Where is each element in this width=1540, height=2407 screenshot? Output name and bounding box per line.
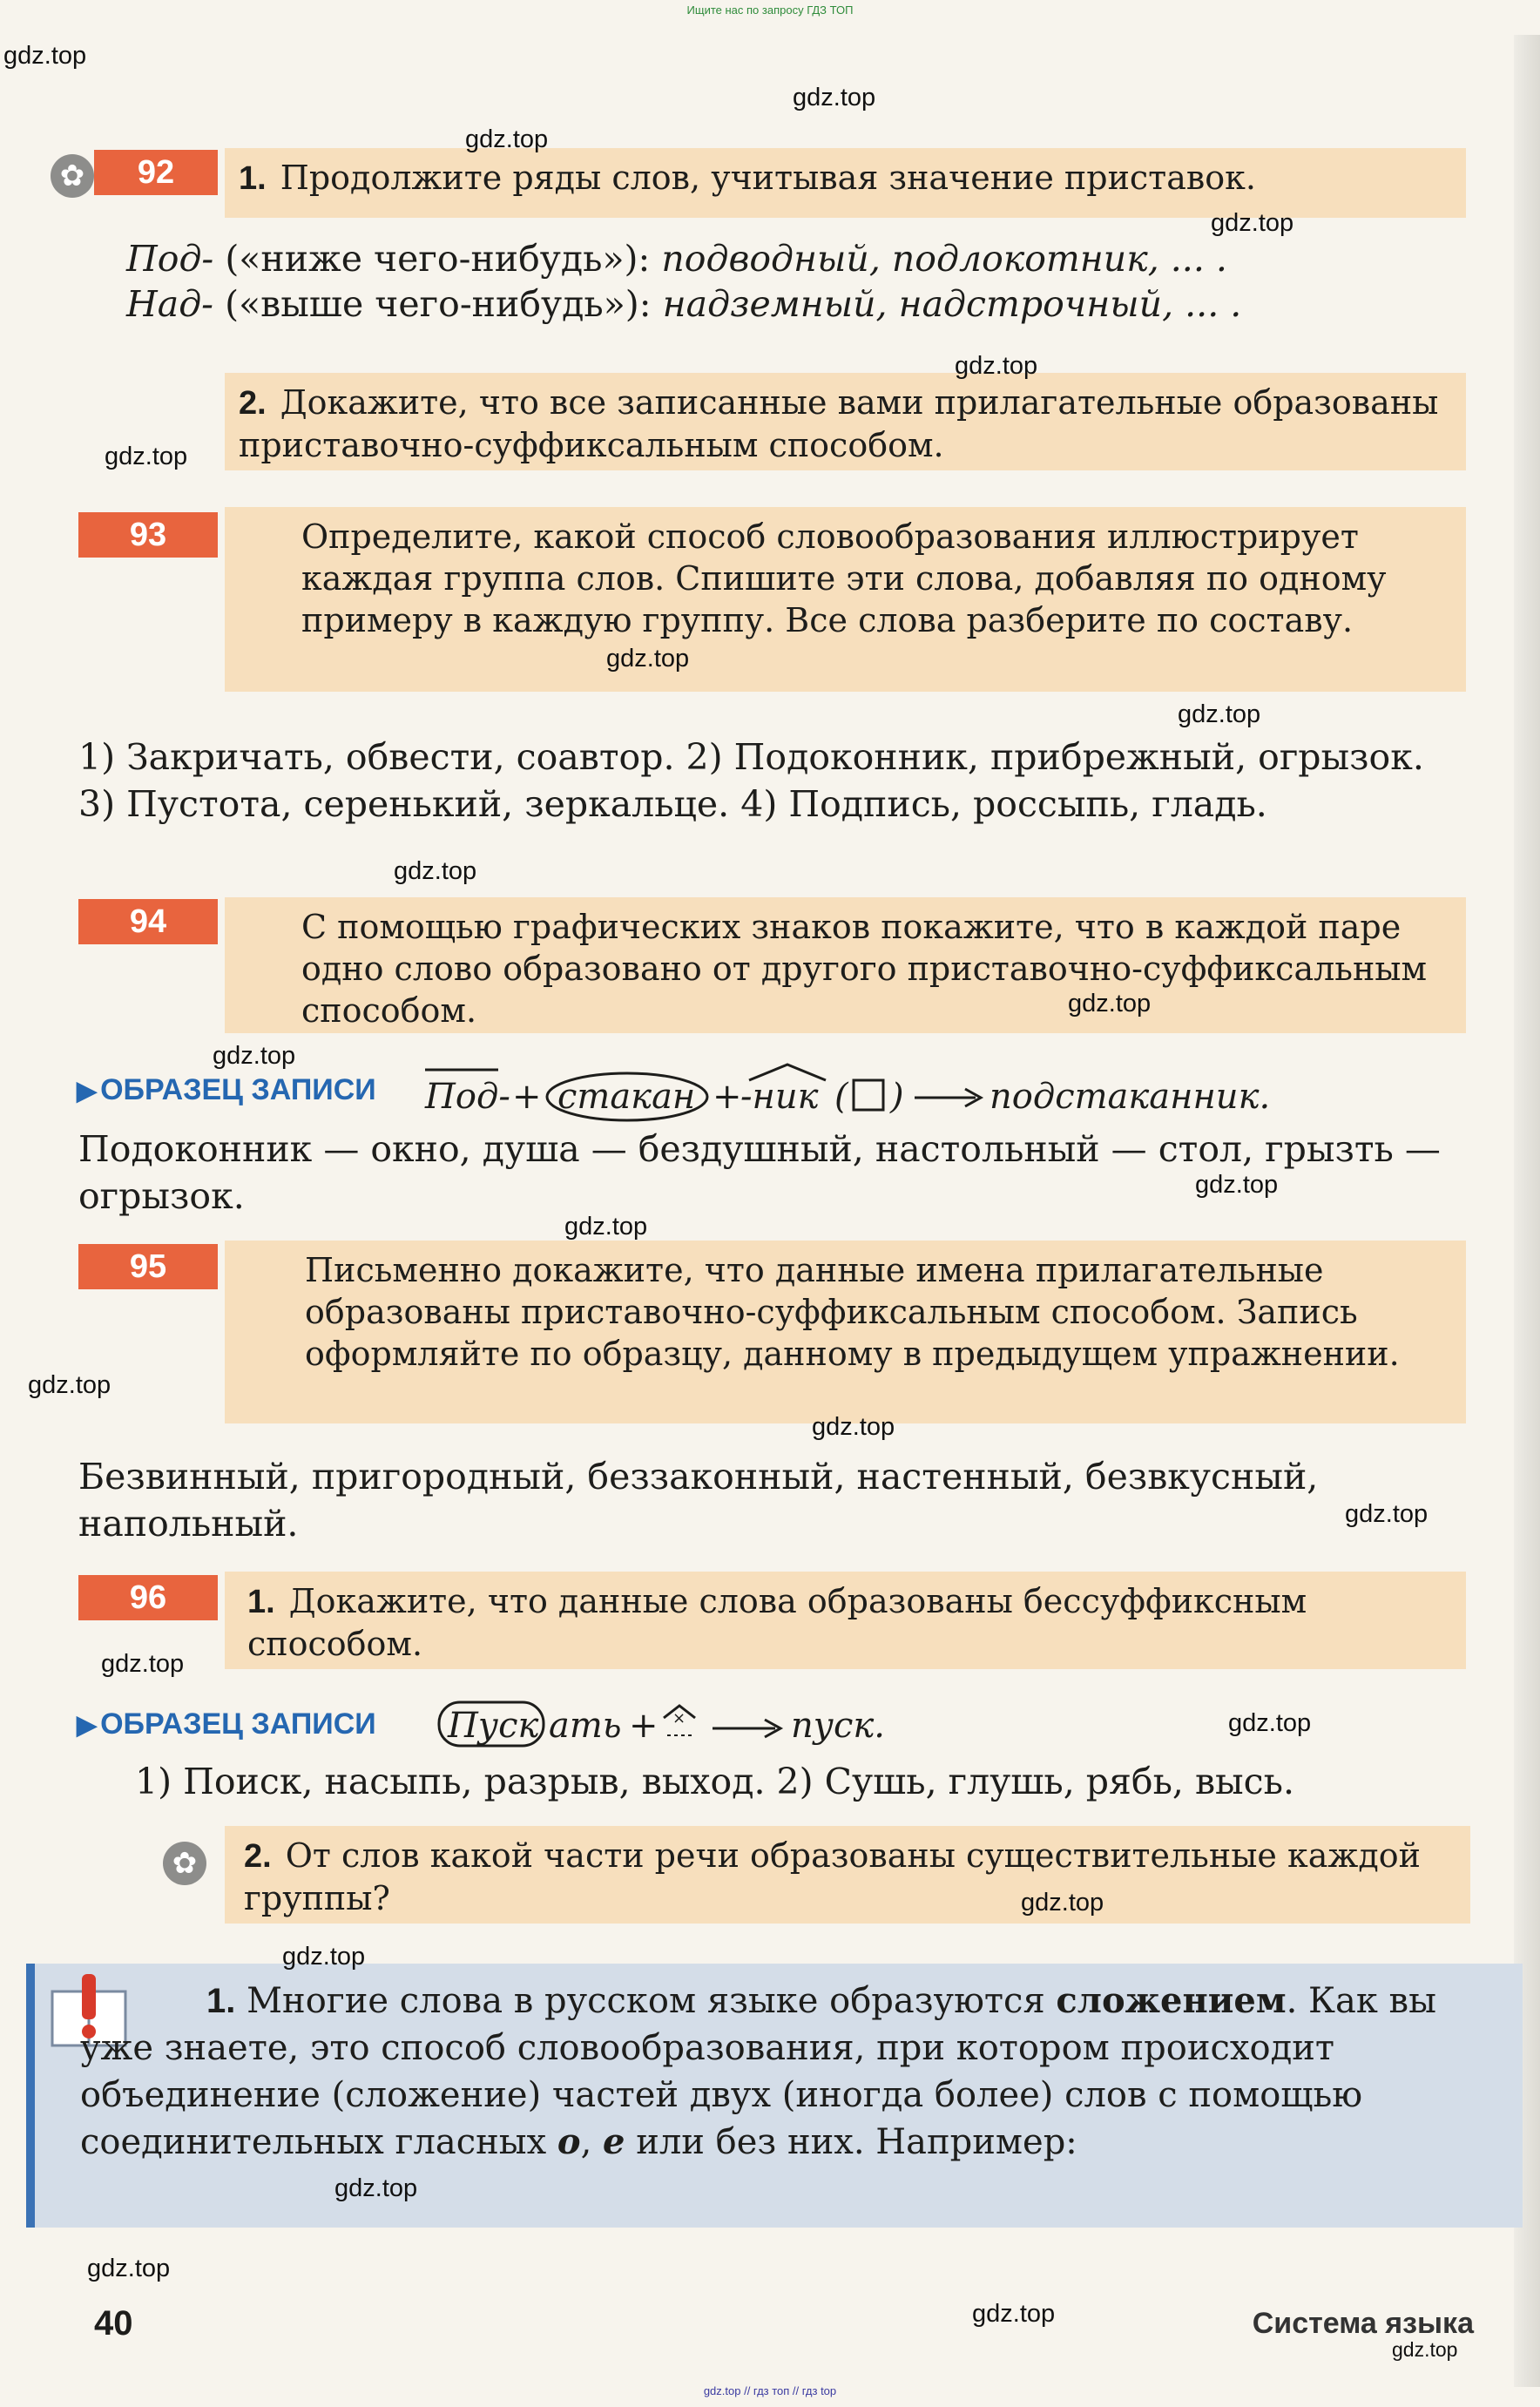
triangle-icon: ▶	[77, 1077, 98, 1105]
sample-label	[77, 1073, 376, 1107]
watermark: gdz.top	[955, 352, 1038, 380]
watermark: gdz.top	[1392, 2338, 1458, 2361]
page-number: 40	[94, 2304, 133, 2343]
watermark: gdz.top	[1021, 1889, 1104, 1917]
exercise-92-task-1	[225, 148, 1466, 218]
svg-text:×: ×	[672, 1709, 686, 1727]
exercise-94-words: Подоконник — окно, душа — бездушный, настольный — стол, грызть — огрызок.	[78, 1128, 1441, 1217]
watermark: gdz.top	[1345, 1500, 1429, 1528]
exercise-96-task-2	[225, 1826, 1470, 1924]
watermark: gdz.top	[101, 1650, 185, 1678]
words-pod: подводный, подлокотник, ... .	[661, 238, 1227, 280]
prefix-pod: Под-	[126, 238, 214, 280]
watermark: gdz.top	[394, 857, 477, 885]
task-text: Докажите, что данные слова образованы бессуффиксным способом.	[247, 1582, 1307, 1663]
watermark: gdz.top	[87, 2255, 171, 2282]
watermark: gdz.top	[3, 42, 87, 70]
exercise-number-93: 93	[78, 512, 218, 558]
rule-text: 1. Многие слова в русском языке образуются сложением. Как вы уже знаете, это способ словообразования, при котором происходит объединение (сложение) частей двух (иногда более) слов с помощью соединительных гласных о, е или без них. Например:	[80, 1980, 1436, 2162]
words-nad: надземный, надстрочный, ... .	[662, 283, 1242, 325]
scheme-suffix: -ник	[740, 1077, 819, 1117]
rule-number: 1.	[206, 1982, 236, 2020]
sample-scheme-94	[418, 1056, 1307, 1126]
task-text: Докажите, что все записанные вами прилагательные образованы приставочно-суффиксальным способом.	[239, 383, 1439, 464]
task-number: 2.	[244, 1838, 272, 1875]
exercise-92-task-2	[225, 373, 1466, 470]
watermark: gdz.top	[1178, 700, 1261, 728]
scheme-result-96: пуск.	[791, 1706, 885, 1746]
watermark: gdz.top	[105, 443, 188, 470]
task-number: 1.	[239, 160, 267, 197]
prefix-nad: Над-	[126, 283, 214, 325]
watermark: gdz.top	[1228, 1709, 1312, 1737]
svg-text:(: (	[834, 1077, 848, 1117]
exercise-92-line-1	[126, 235, 1468, 282]
exercise-94-task: С помощью графических знаков покажите, что в каждой паре одно слово образовано от другого приставочно-суффиксальным способом.	[225, 897, 1466, 1033]
footer-note: gdz.top // гдз топ // гдз top	[703, 2384, 837, 2397]
watermark: gdz.top	[28, 1371, 111, 1399]
watermark: gdz.top	[213, 1042, 296, 1070]
task-number: 2.	[239, 385, 267, 422]
task-text: Продолжите ряды слов, учитывая значение приставок.	[280, 159, 1256, 197]
meaning-nad: («выше чего-нибудь»):	[213, 283, 663, 325]
watermark: gdz.top	[793, 84, 876, 112]
svg-text:): )	[890, 1077, 904, 1117]
svg-text:+: +	[713, 1077, 742, 1117]
meaning-pod: («ниже чего-нибудь»):	[213, 238, 662, 280]
watermark: gdz.top	[465, 125, 549, 153]
sample-label-text: ОБРАЗЕЦ ЗАПИСИ	[100, 1707, 376, 1741]
section-name: Система языка	[1252, 2307, 1474, 2340]
watermark: gdz.top	[606, 645, 690, 673]
exercise-number-92: 92	[94, 150, 218, 195]
scheme-prefix: Под-	[425, 1077, 510, 1117]
vowel-e: е	[603, 2121, 625, 2162]
exercise-92-line-2	[126, 281, 1468, 328]
svg-text:+: +	[512, 1077, 542, 1117]
star-icon: ✿	[51, 154, 94, 198]
exercise-95-task: Письменно докажите, что данные имена прилагательные образованы приставочно-суффиксальным способом. Запись оформляйте по образцу, данному в предыдущем упражнении.	[225, 1241, 1466, 1423]
exercise-96-words: 1) Поиск, насыпь, разрыв, выход. 2) Сушь, глушь, рябь, высь.	[135, 1761, 1294, 1802]
vowel-o: о	[557, 2121, 581, 2162]
task-text: От слов какой части речи образованы существительные каждой группы?	[244, 1836, 1421, 1917]
exercise-93-task: Определите, какой способ словообразования иллюстрирует каждая группа слов. Спишите эти слова, добавляя по одному примеру в каждую группу. Все слова разберите по составу.	[225, 507, 1466, 692]
exercise-96-task-1	[225, 1572, 1466, 1669]
svg-text:+: +	[629, 1706, 659, 1746]
scheme-result: подстаканник.	[990, 1077, 1271, 1117]
task-number: 1.	[247, 1584, 275, 1620]
watermark: gdz.top	[1195, 1171, 1279, 1199]
sample-label-96	[77, 1707, 376, 1741]
exercise-95-words: Безвинный, пригородный, беззаконный, настенный, безвкусный, напольный.	[78, 1456, 1319, 1545]
exercise-number-94: 94	[78, 899, 218, 944]
scheme-ending-96: ать	[549, 1706, 622, 1746]
triangle-icon: ▶	[77, 1711, 98, 1740]
rule-term: сложением	[1056, 1980, 1287, 2021]
watermark: gdz.top	[334, 2174, 418, 2202]
exercise-number-95: 95	[78, 1244, 218, 1289]
exercise-number-96: 96	[78, 1575, 218, 1620]
watermark: gdz.top	[1211, 209, 1294, 237]
watermark: gdz.top	[564, 1213, 648, 1241]
exercise-93-words: 1) Закричать, обвести, соавтор. 2) Подоконник, прибрежный, огрызок. 3) Пустота, серенький, зеркальце. 4) Подпись, россыпь, гладь.	[78, 736, 1424, 825]
sample-label-text: ОБРАЗЕЦ ЗАПИСИ	[100, 1073, 376, 1106]
watermark: gdz.top	[812, 1413, 895, 1441]
watermark: gdz.top	[282, 1943, 366, 1971]
watermark: gdz.top	[1068, 990, 1152, 1018]
scheme-root-96: Пуск	[448, 1706, 539, 1746]
scheme-root: стакан	[557, 1077, 696, 1117]
star-icon: ✿	[163, 1842, 206, 1885]
header-note: Ищите нас по запросу ГДЗ ТОП	[686, 3, 854, 17]
watermark: gdz.top	[972, 2300, 1056, 2328]
sample-scheme-96	[436, 1692, 958, 1756]
